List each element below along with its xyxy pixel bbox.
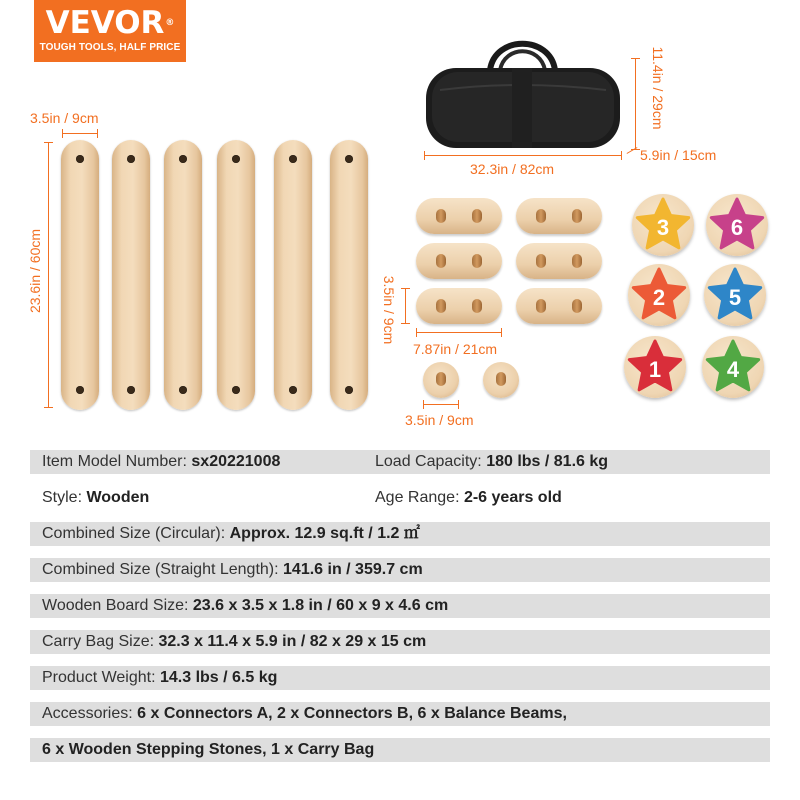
connector-height-line: [405, 288, 406, 324]
bag-height-label: 11.4in / 29cm: [650, 46, 666, 130]
balance-beam: [61, 140, 99, 410]
connector-a: [516, 288, 602, 324]
load-capacity-value: 180 lbs / 81.6 kg: [486, 453, 609, 470]
stepping-stone-4: [702, 336, 764, 398]
stepping-stone-6: [706, 194, 768, 256]
bag-depth-label: 5.9in / 15cm: [640, 147, 717, 163]
spec-row-accessories-cont: [30, 738, 770, 762]
spec-row-board: Wooden Board Size: 23.6 x 3.5 x 1.8 in / 60 x 9 x 4.6 cm: [30, 594, 770, 618]
spec-row-accessories: Accessories: 6 x Connectors A, 2 x Connectors B, 6 x Balance Beams,: [30, 702, 770, 726]
spec-row-straight: Combined Size (Straight Length): 141.6 in / 359.7 cm: [30, 558, 770, 582]
spec-row-model: Item Model Number: sx20221008 Load Capacity: 180 lbs / 81.6 kg: [30, 450, 770, 474]
stepping-stone-1: [624, 336, 686, 398]
stepping-stone-3: [632, 194, 694, 256]
spec-row-style: Style: Wooden Age Range: 2-6 years old: [30, 486, 770, 510]
connector-b-width-label: 3.5in / 9cm: [405, 412, 474, 428]
balance-beam: [164, 140, 202, 410]
connector-a: [416, 243, 502, 279]
board-length-line: [48, 142, 49, 408]
accessories-value-1: 6 x Connectors A, 2 x Connectors B, 6 x Balance Beams,: [137, 705, 567, 722]
age-range-value: 2-6 years old: [463, 489, 562, 506]
connector-a: [516, 243, 602, 279]
spec-row-bag: Carry Bag Size: 32.3 x 11.4 x 5.9 in / 82 x 29 x 15 cm: [30, 630, 770, 654]
stepping-stone-2: [628, 264, 690, 326]
connector-b: [423, 362, 459, 398]
bag-length-label: 32.3in / 82cm: [470, 161, 555, 177]
balance-beam: [274, 140, 312, 410]
bag-length-line: [424, 155, 622, 156]
stone-number: 3: [656, 215, 670, 240]
connector-length-line: [416, 332, 502, 333]
connector-a: [416, 288, 502, 324]
stone-number: 4: [726, 357, 740, 382]
stone-number: 1: [648, 357, 662, 382]
stone-number: 6: [730, 215, 744, 240]
board-width-label: 3.5in / 9cm: [30, 110, 99, 126]
brand-tagline: TOUGH TOOLS, HALF PRICE: [39, 42, 181, 53]
circular-size-value: Approx. 12.9 sq.ft / 1.2 ㎡: [229, 525, 420, 542]
connector-a: [416, 198, 502, 234]
weight-value: 14.3 lbs / 6.5 kg: [159, 669, 278, 686]
stone-number: 2: [652, 285, 666, 310]
model-number-value: sx20221008: [191, 453, 281, 470]
balance-beam: [112, 140, 150, 410]
stone-number: 5: [728, 285, 742, 310]
connector-b-width-line: [423, 404, 459, 405]
vevor-logo: [34, 0, 186, 62]
spec-row-circular: Combined Size (Circular): Approx. 12.9 sq.ft / 1.2 ㎡: [30, 522, 770, 546]
board-length-label: 23.6in / 60cm: [27, 228, 43, 314]
connector-a: [516, 198, 602, 234]
stepping-stone-5: [704, 264, 766, 326]
connector-height-label: 3.5in / 9cm: [381, 275, 397, 345]
bag-size-value: 32.3 x 11.4 x 5.9 in / 82 x 29 x 15 cm: [158, 633, 427, 650]
connector-length-label: 7.87in / 21cm: [413, 341, 498, 357]
brand-name: VEVOR: [45, 5, 165, 41]
balance-beam: [217, 140, 255, 410]
balance-beam: [330, 140, 368, 410]
connector-b: [483, 362, 519, 398]
bag-height-line: [635, 58, 636, 150]
style-value: Wooden: [86, 489, 150, 506]
carry-bag-image: [420, 30, 625, 150]
straight-size-value: 141.6 in / 359.7 cm: [283, 561, 423, 578]
board-size-value: 23.6 x 3.5 x 1.8 in / 60 x 9 x 4.6 cm: [192, 597, 449, 614]
accessories-value-2: 6 x Wooden Stepping Stones, 1 x Carry Bag: [42, 741, 375, 758]
trademark-symbol: ®: [165, 18, 175, 28]
board-width-line: [62, 133, 98, 134]
spec-row-weight: Product Weight: 14.3 lbs / 6.5 kg: [30, 666, 770, 690]
